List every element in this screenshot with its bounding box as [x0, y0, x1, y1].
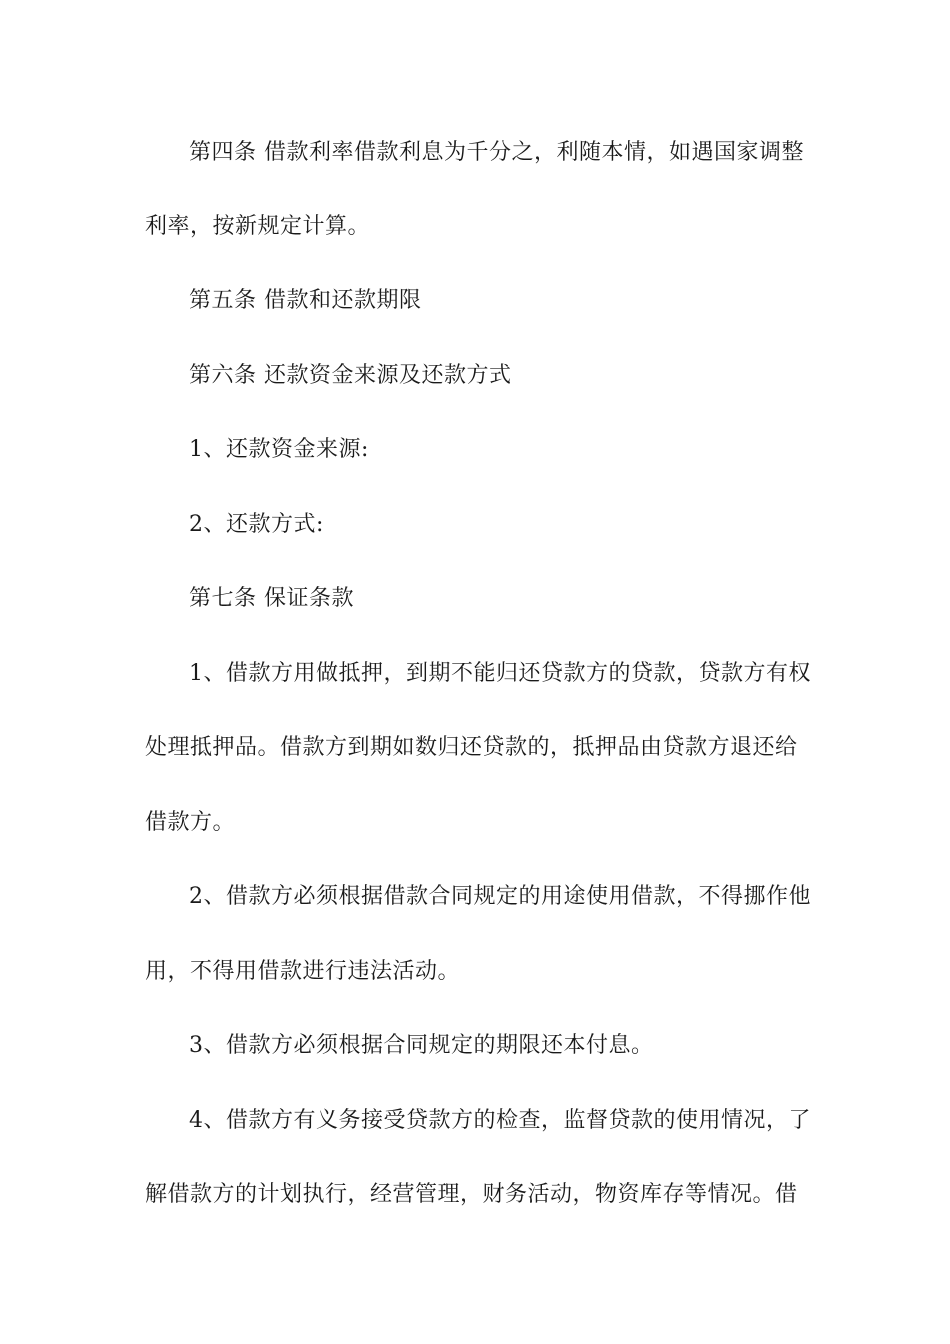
- article-5-heading: 第五条 借款和还款期限: [189, 288, 422, 313]
- article-7-clause-1-line-2: 处理抵押品。借款方到期如数归还贷款的，抵押品由贷款方退还给: [145, 735, 798, 760]
- article-7-clause-2-line-1: 2、借款方必须根据借款合同规定的用途使用借款，不得挪作他: [189, 884, 811, 909]
- article-7-clause-2-line-2: 用，不得用借款进行违法活动。: [145, 959, 461, 984]
- article-7-clause-1-line-1: 1、借款方用做抵押，到期不能归还贷款方的贷款，贷款方有权: [189, 661, 811, 686]
- article-7-clause-1-line-3: 借款方。: [145, 810, 236, 835]
- article-7-heading: 第七条 保证条款: [189, 586, 354, 611]
- article-6-item-1: 1、还款资金来源:: [189, 437, 369, 462]
- article-4-line-2: 利率，按新规定计算。: [145, 214, 371, 239]
- article-7-clause-4-line-2: 解借款方的计划执行，经营管理，财务活动，物资库存等情况。借: [145, 1182, 798, 1207]
- article-4-line-1: 第四条 借款利率借款利息为千分之，利随本情，如遇国家调整: [189, 140, 804, 165]
- article-6-item-2: 2、还款方式:: [189, 512, 324, 537]
- article-7-clause-3-line-1: 3、借款方必须根据合同规定的期限还本付息。: [189, 1033, 654, 1058]
- article-7-clause-4-line-1: 4、借款方有义务接受贷款方的检查，监督贷款的使用情况，了: [189, 1108, 811, 1133]
- article-6-heading: 第六条 还款资金来源及还款方式: [189, 363, 512, 388]
